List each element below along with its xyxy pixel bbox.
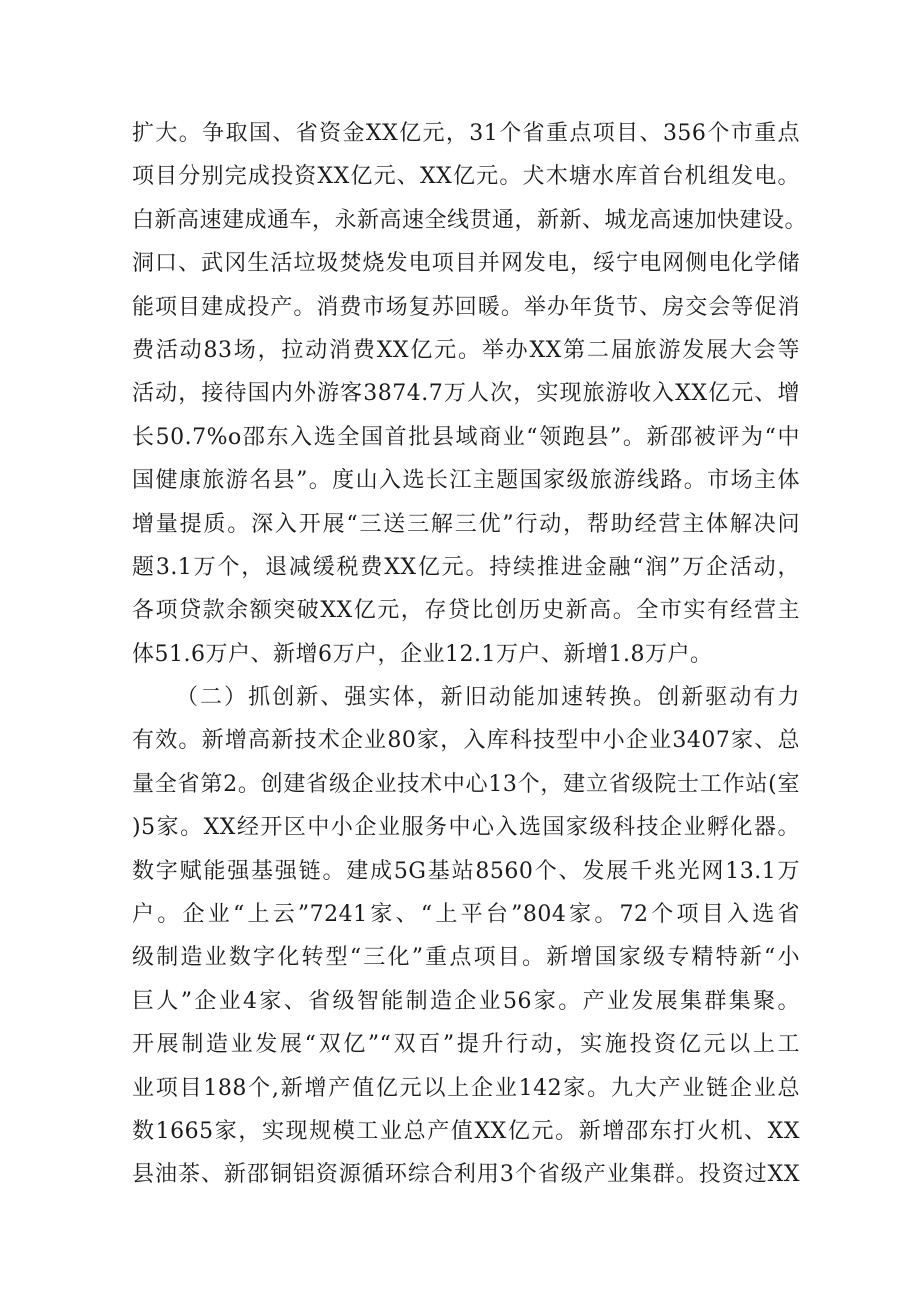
text-line-2: 项目分别完成投资XX亿元、XX亿元。犬木塘水库首台机组发电。 [132, 164, 800, 190]
text-line-22: 开展制造业发展“双亿”“双百”提升行动，实施投资亿元以上工 [132, 1032, 800, 1058]
text-line-19: 户。企业“上云”7241家、“上平台”804家。72个项目入选省 [132, 902, 800, 928]
text-line-8: 长50.7%o邵东入选全国首批县域商业“领跑县”。新邵被评为“中 [132, 424, 800, 450]
text-line-16: 量全省第2。创建省级企业技术中心13个，建立省级院士工作站(室 [132, 771, 800, 797]
text-line-3: 白新高速建成通车，永新高速全线贯通，新新、城龙高速加快建设。 [132, 207, 808, 233]
text-line-7: 活动，接待国内外游客3874.7万人次，实现旅游收入XX亿元、增 [132, 381, 800, 407]
section-heading-line: （二）抓创新、强实体，新旧动能加速转换。创新驱动有力 [176, 685, 800, 711]
text-line-1: 扩大。争取国、省资金XX亿元，31个省重点项目、356个市重点 [132, 121, 800, 146]
text-line-4: 洞口、武冈生活垃圾焚烧发电项目并网发电，绥宁电网侧电化学储 [132, 251, 800, 277]
text-line-20: 级制造业数字化转型“三化”重点项目。新增国家级专精特新“小 [132, 945, 800, 971]
text-line-21: 巨人”企业4家、省级智能制造企业56家。产业发展集群集聚。 [132, 988, 800, 1014]
text-line-18: 数字赋能强基强链。建成5G基站8560个、发展千兆光网13.1万 [132, 858, 800, 884]
text-line-25: 县油茶、新邵铜铝资源循环综合利用3个省级产业集群。投资过XX [132, 1162, 800, 1188]
text-line-23: 业项目188个,新增产值亿元以上企业142家。九大产业链企业总 [132, 1075, 800, 1101]
text-line-13: 体51.6万户、新增6万户，企业12.1万户、新增1.8万户。 [132, 641, 713, 667]
text-line-17: )5家。XX经开区中小企业服务中心入选国家级科技企业孵化器。 [132, 815, 801, 841]
text-line-11: 题3.1万个，退减缓税费XX亿元。持续推进金融“润”万企活动， [132, 554, 800, 580]
document-body [132, 112, 808, 1197]
text-line-6: 费活动83场，拉动消费XX亿元。举办XX第二届旅游发展大会等 [132, 337, 800, 363]
text-line-15: 有效。新增高新技术企业80家，入库科技型中小企业3407家、总 [132, 728, 800, 754]
text-line-24: 数1665家，实现规模工业总产值XX亿元。新增邵东打火机、XX [132, 1118, 800, 1144]
text-line-5: 能项目建成投产。消费市场复苏回暖。举办年货节、房交会等促消 [132, 294, 800, 320]
text-line-12: 各项贷款余额突破XX亿元，存贷比创历史新高。全市实有经营主 [132, 598, 800, 624]
text-line-10: 增量提质。深入开展“三送三解三优”行动，帮助经营主体解决问 [132, 511, 800, 537]
text-line-9: 国健康旅游名县”。度山入选长江主题国家级旅游线路。市场主体 [132, 468, 800, 494]
